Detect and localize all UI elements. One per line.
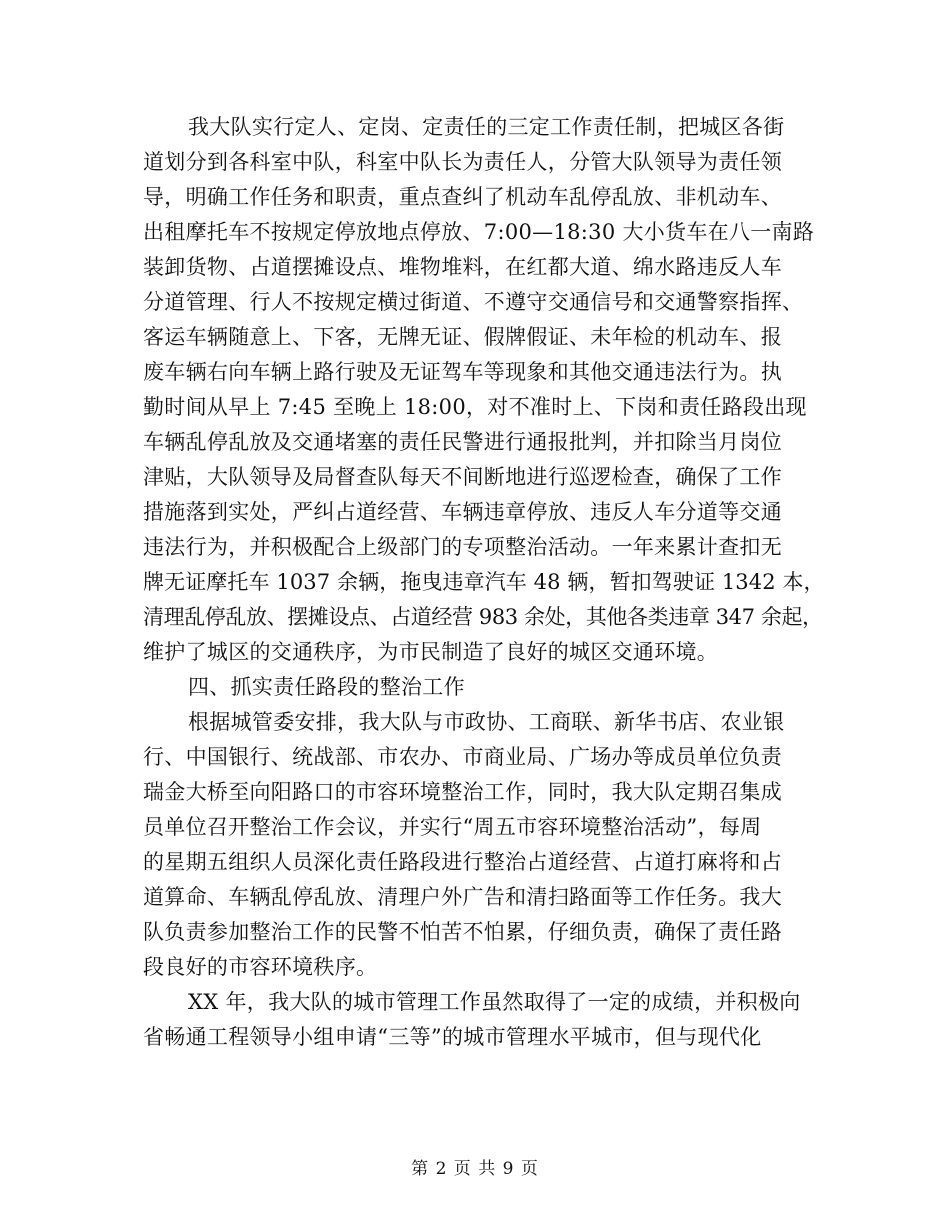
paragraph-line: 省畅通工程领导小组申请“三等”的城市管理水平城市，但与现代化 [143, 1025, 762, 1049]
paragraph-line: 瑞金大桥至向阳路口的市容环境整治工作，同时，我大队定期召集成 [143, 780, 782, 804]
paragraph-line: 分道管理、行人不按规定横过街道、不遵守交通信号和交通警察指挥、 [143, 290, 804, 314]
paragraph-line: 段良好的市容环境秩序。 [143, 955, 378, 979]
paragraph-line: 措施落到实处，严纠占道经营、车辆违章停放、违反人车分道等交通 [143, 500, 782, 524]
paragraph-line: 行、中国银行、统战部、市农办、市商业局、广场办等成员单位负责 [143, 745, 782, 769]
paragraph-line: 根据城管委安排，我大队与市政协、工商联、新华书店、农业银 [188, 710, 785, 734]
paragraph-line: 废车辆右向车辆上路行驶及无证驾车等现象和其他交通违法行为。执 [143, 360, 782, 384]
paragraph-line: XX 年，我大队的城市管理工作虽然取得了一定的成绩，并积极向 [188, 990, 801, 1014]
paragraph-line: 牌无证摩托车 1037 余辆，拖曳违章汽车 48 辆，暂扣驾驶证 1342 本， [143, 570, 825, 594]
paragraph-line: 的星期五组织人员深化责任路段进行整治占道经营、占道打麻将和占 [143, 850, 782, 874]
paragraph-line: 队负责参加整治工作的民警不怕苦不怕累，仔细负责，确保了责任路 [143, 920, 782, 944]
paragraph-line: 津贴，大队领导及局督查队每天不间断地进行巡逻检查，确保了工作 [143, 465, 782, 489]
paragraph-line: 道算命、车辆乱停乱放、清理户外广告和清扫路面等工作任务。我大 [143, 885, 782, 909]
paragraph-line: 客运车辆随意上、下客，无牌无证、假牌假证、未年检的机动车、报 [143, 325, 782, 349]
paragraph-line: 维护了城区的交通秩序，为市民制造了良好的城区交通环境。 [143, 640, 719, 664]
paragraph-line: 清理乱停乱放、摆摊设点、占道经营 983 余处，其他各类违章 347 余起， [143, 605, 823, 629]
paragraph-line: 员单位召开整治工作会议，并实行“周五市容环境整治活动”，每周 [143, 815, 762, 839]
paragraph-line: 车辆乱停乱放及交通堵塞的责任民警进行通报批判，并扣除当月岗位 [143, 430, 782, 454]
paragraph-line: 我大队实行定人、定岗、定责任的三定工作责任制，把城区各街 [188, 115, 785, 139]
paragraph-line: 装卸货物、占道摆摊设点、堆物堆料，在红都大道、绵水路违反人车 [143, 255, 782, 279]
section-heading: 四、抓实责任路段的整治工作 [188, 675, 465, 699]
paragraph-line: 道划分到各科室中队，科室中队长为责任人，分管大队领导为责任领 [143, 150, 782, 174]
paragraph-line: 导，明确工作任务和职责，重点查纠了机动车乱停乱放、非机动车、 [143, 185, 782, 209]
paragraph-line: 勤时间从早上 7:45 至晚上 18:00，对不准时上、下岗和责任路段出现 [143, 395, 807, 419]
paragraph-line: 违法行为，并积极配合上级部门的专项整治活动。一年来累计查扣无 [143, 535, 782, 559]
page-number-footer: 第 2 页 共 9 页 [411, 1159, 539, 1179]
paragraph-line: 出租摩托车不按规定停放地点停放、7:00—18:30 大小货车在八一南路 [143, 220, 815, 244]
